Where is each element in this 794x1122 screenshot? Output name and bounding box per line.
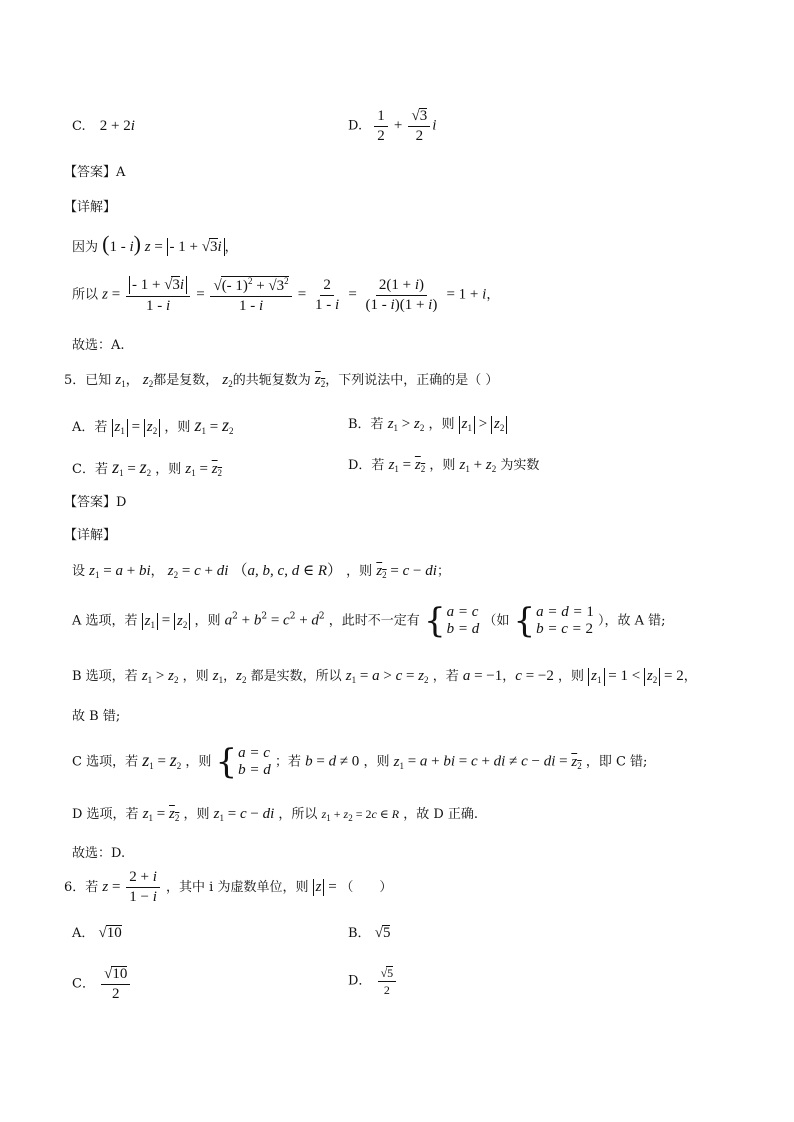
q6-option-b: B． √5 — [348, 925, 391, 941]
q4-detail-line-2: 所以 z = $\frac{- 1 + √3i}{1 - i}$ = $\frac{√(- 1)^2 + √3^2}{1 - i}$ = $\frac{2}{1 - i}$ = $\frac{2(1 + i)}{(1 - i)(1 + i)}$ = 1 + i， — [72, 276, 500, 314]
q4-answer-tag: 【答案】A — [64, 165, 126, 180]
option-label: D. — [348, 118, 363, 134]
q6-option-a: A． √10 — [72, 925, 122, 941]
q5-detail-b: B 选项，若 $z_1 > z_2$ ，则 $z_1$，$z_2$ 都是实数，所以 $z_1 = a > c = z_2$ ，若 a = −1，c = −2 ，则 $z_1 = 1 < z_2 = 2$， — [72, 668, 697, 685]
q4-detail-tag: 【详解】 — [64, 200, 117, 215]
q5-option-d: D．若 $z_1 = z_2$ ，则 $z_1 + z_2$ 为实数 — [348, 457, 540, 474]
q5-detail-a: A 选项，若 $z_1 = z_2$ ，则 $a^2 + b^2 = c^2 + d^2$ ，此时不一定有 { a = c b = d （如 { a = d = 1 b = c = 2 ），故 A 错; — [72, 601, 666, 641]
q5-detail-set: 设 $z_1 = a$ + bi， $z_2 = c$ + di （a, b, c, d ∈ R） ，则 $z_2 = c$ − di； — [72, 563, 450, 580]
q5-option-c: C．若 $z_1 = z_2$ ，则 $z_1 = z_2$ — [72, 457, 223, 478]
q4-option-d: D. $\frac{1}{2}$ + $\frac{√3}{2}$ i — [348, 107, 437, 144]
q4-option-c: C. 2 + 2i — [72, 118, 135, 134]
q6-option-c: C． $\frac{√10}{2}$ — [72, 966, 132, 1002]
option-label: C. — [72, 119, 86, 134]
q5-stem: 5．已知 $z_1$， $z_2$都是复数， $z_2$的共轭复数为 $z_2$，下列说法中，正确的是（ ） — [64, 372, 499, 389]
q5-option-a: A．若 $z_1 = z_2$ ，则 $z_1 = z_2$ — [72, 415, 234, 436]
q5-answer-tag: 【答案】D — [64, 495, 127, 510]
q4-conclusion: 故选：A. — [72, 338, 125, 353]
q5-detail-d: D 选项，若 $z_1 = z_2$ ，则 $z_1 = c$ − di ，所以 $z_1 + z_2 = 2c$ ∈ R ，故 D 正确. — [72, 806, 479, 823]
q4-detail-line-1: 因为 (1 - i) z = - 1 + √3i ， — [72, 231, 238, 256]
q6-stem: 6．若 z = $\frac{2 + i}{1 - i}$ ，其中 i 为虚数单位，则 z = （ ） — [64, 869, 393, 905]
q5-detail-tag: 【详解】 — [64, 528, 117, 543]
q6-option-d: D． $\frac{√5}{2}$ — [348, 966, 398, 996]
q5-conclusion: 故选：D. — [72, 846, 126, 861]
q5-detail-c: C 选项，若 $z_1 = z_2$ ，则 { a = c b = d ；若 b = d ≠ 0 ，则 $z_1 = a$ + bi = c + di ≠ c − di = $z_2$ ，即 C 错; — [72, 742, 648, 782]
q5-option-b: B．若 $z_1 > z_2$ ，则 $z_1 > z_2$ — [348, 416, 507, 434]
q5-detail-b-line2: 故 B 错; — [72, 709, 121, 724]
